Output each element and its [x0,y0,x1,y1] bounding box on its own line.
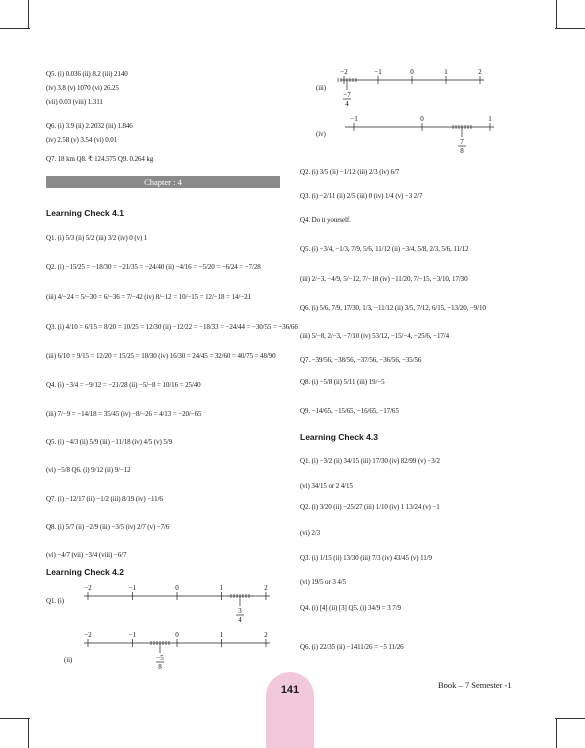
number-line-4-tick-label: 1 [488,115,492,123]
answer-row: Q4. Do it yourself. [300,216,351,224]
number-line-1-marker-numerator: 3 [238,607,242,615]
number-line-3-tick-label: 2 [478,68,482,76]
number-line-3-tick-label: −1 [374,68,382,76]
answer-row: (vi) −5/8 Q6. (i) 9/12 (ii) 9/−12 [46,466,131,474]
number-line-2-marker-numerator: −5 [156,654,164,662]
number-line-2-marker-denominator: 8 [158,663,162,671]
question-label: (ii) [64,656,73,664]
answer-row: Q9. −14/65, −15/65, −16/65, −17/65 [300,407,399,415]
answer-row: Q2. (i) 3/5 (ii) −1/12 (iii) 2/3 (iv) 6/7 [300,168,400,176]
answer-row: Q5. (i) −3/4, −1/3, 7/9, 5/6, 11/12 (ii) −3/4, 5/8, 2/3, 5/6, 11/12 [300,245,469,253]
answer-row: Q3. (i) 1/15 (ii) 13/30 (iii) 7/3 (iv) 43/45 (v) 11/9 [300,554,432,562]
section-heading-4-3: Learning Check 4.3 [300,432,378,442]
number-line-3-tick-label: 1 [444,68,448,76]
page-number: 141 [280,684,300,696]
number-line-4-tick-label: 0 [420,115,424,123]
answer-row: Q8. (i) 5/7 (ii) −2/9 (iii) −3/5 (iv) 2/7 (v) −7/6 [46,523,170,531]
number-line-2-tick-label: −2 [84,631,92,639]
number-line-1-tick-label: 1 [219,584,224,592]
answer-row: (iv) 3.8 (v) 1070 (vi) 26.25 [46,84,119,92]
answer-row: Q7. −39/56, −38/56, −37/56, −36/56, −35/56 [300,356,422,364]
answer-row: (iii) 7/−9 = −14/18 = 35/45 (iv) −8/−26 = 4/13 = −20/−65 [46,410,202,418]
question-label: (iii) [316,84,326,92]
number-line-2-tick-label: 2 [264,631,268,639]
answer-row: Q1. (i) 5/3 (ii) 5/2 (iii) 3/2 (iv) 0 (v) 1 [46,234,148,242]
number-line-3-tick-label: 0 [410,68,414,76]
answer-row: Q8. (i) −5/8 (ii) 5/11 (iii) 19/−5 [300,378,385,386]
answer-row: (vi) 34/15 or 2 4/15 [300,482,353,490]
answer-row: Q6. (i) 3.9 (ii) 2.2032 (iii) 1.846 [46,122,133,130]
number-line-2-tick-label: 0 [175,631,179,639]
answer-row: Q7. (i) −12/17 (ii) −1/2 (iii) 8/19 (iv) −11/6 [46,495,163,503]
answer-row: Q5. (i) −4/3 (ii) 5/9 (iii) −11/18 (iv) 4/5 (v) 5/9 [46,438,172,446]
answer-row: (vi) −4/7 (vii) −3/4 (viii) −6/7 [46,551,127,559]
answer-row: Q2. (i) −15/25 = −18/30 = −21/35 = −24/40 (ii) −4/16 = −5/20 = −6/24 = −7/28 [46,263,261,271]
number-line-4-tick-label: −1 [350,115,358,123]
answer-row: (iv) 2.58 (v) 3.54 (vi) 0.01 [46,136,118,144]
answer-row: Q2. (i) 3/20 (ii) −25/27 (iii) 1/10 (iv) 1 13/24 (v) −1 [300,503,440,511]
answer-row: Q4. (i) [4] (ii) [3] Q5. (i) 34/9 = 3 7/9 [300,604,401,612]
number-line-1-tick-label: −1 [128,584,137,592]
answer-row: (iii) 2/−3, −4/9, 5/−12, 7/−18 (iv) −11/20, 7/−15, −3/10, 17/30 [300,275,468,283]
answer-row: Q6. (i) 22/35 (ii) −1411/26 = −5 11/26 [300,643,404,651]
answer-row: Q5. (i) 0.036 (ii) 8.2 (iii) 2140 [46,70,128,78]
number-line-2-tick-label: 1 [219,631,224,639]
answer-row: Q3. (i) 4/10 = 6/15 = 8/20 = 10/25 = 12/30 (ii) −12/22 = −18/33 = −24/44 = −30/55 = −36/66 [46,323,298,331]
question-label: Q1. (i) [46,597,64,605]
answer-row: Q1. (i) −3/2 (ii) 34/15 (iii) 17/30 (iv) 82/99 (v) −3/2 [300,457,440,465]
answer-row: (iii) 6/10 = 9/15 = 12/20 = 15/25 = 18/30 (iv) 16/30 = 24/45 = 32/60 = 40/75 = 48/90 [46,352,276,360]
section-heading-4-2: Learning Check 4.2 [46,567,124,577]
number-line-3-marker-denominator: 4 [345,100,349,108]
number-line-3-tick-label: −2 [340,68,348,76]
section-heading-4-1: Learning Check 4.1 [46,208,124,218]
number-line-1-marker-denominator: 4 [238,616,242,624]
number-line-4-marker-numerator: 7 [460,138,464,146]
question-label: (iv) [316,130,326,138]
number-line-1-tick-label: 2 [264,584,268,592]
answer-row: Q7. 18 km Q8. ₹ 124.575 Q9. 0.264 kg [46,155,154,163]
answer-row: (vii) 0.03 (viii) 1.311 [46,98,103,106]
answer-row: Q3. (i) −2/11 (ii) 2/5 (iii) 0 (iv) 1/4 (v) −3 2/7 [300,192,423,200]
answer-row: Q6. (i) 5/6, 7/9, 17/30, 1/3, −11/12 (ii) 3/5, 7/12, 6/15, −13/20, −9/10 [300,304,486,312]
number-line-4-marker-denominator: 8 [460,147,464,155]
answer-row: (iii) 5/−8, 2/−3, −7/10 (iv) 53/12, −15/−4, −25/6, −17/4 [300,332,450,340]
answer-row: (vi) 2/3 [300,529,321,537]
number-line-3-marker-numerator: −7 [343,91,351,99]
number-line-2-tick-label: −1 [128,631,137,639]
number-line-1-tick-label: −2 [84,584,92,592]
answer-row: (iii) 4/−24 = 5/−30 = 6/−36 = 7/−42 (iv) 8/−12 = 10/−15 = 12/−18 = 14/−21 [46,293,251,301]
answer-row: (vi) 19/5 or 3 4/5 [300,578,347,586]
page-footer: Book – 7 Semester -1 [438,680,512,690]
chapter-banner: Chapter : 4 [46,176,280,188]
number-line-1-tick-label: 0 [175,584,179,592]
answer-row: Q4. (i) −3/4 = −9/12 = −21/28 (ii) −5/−8 = 10/16 = 25/40 [46,381,201,389]
